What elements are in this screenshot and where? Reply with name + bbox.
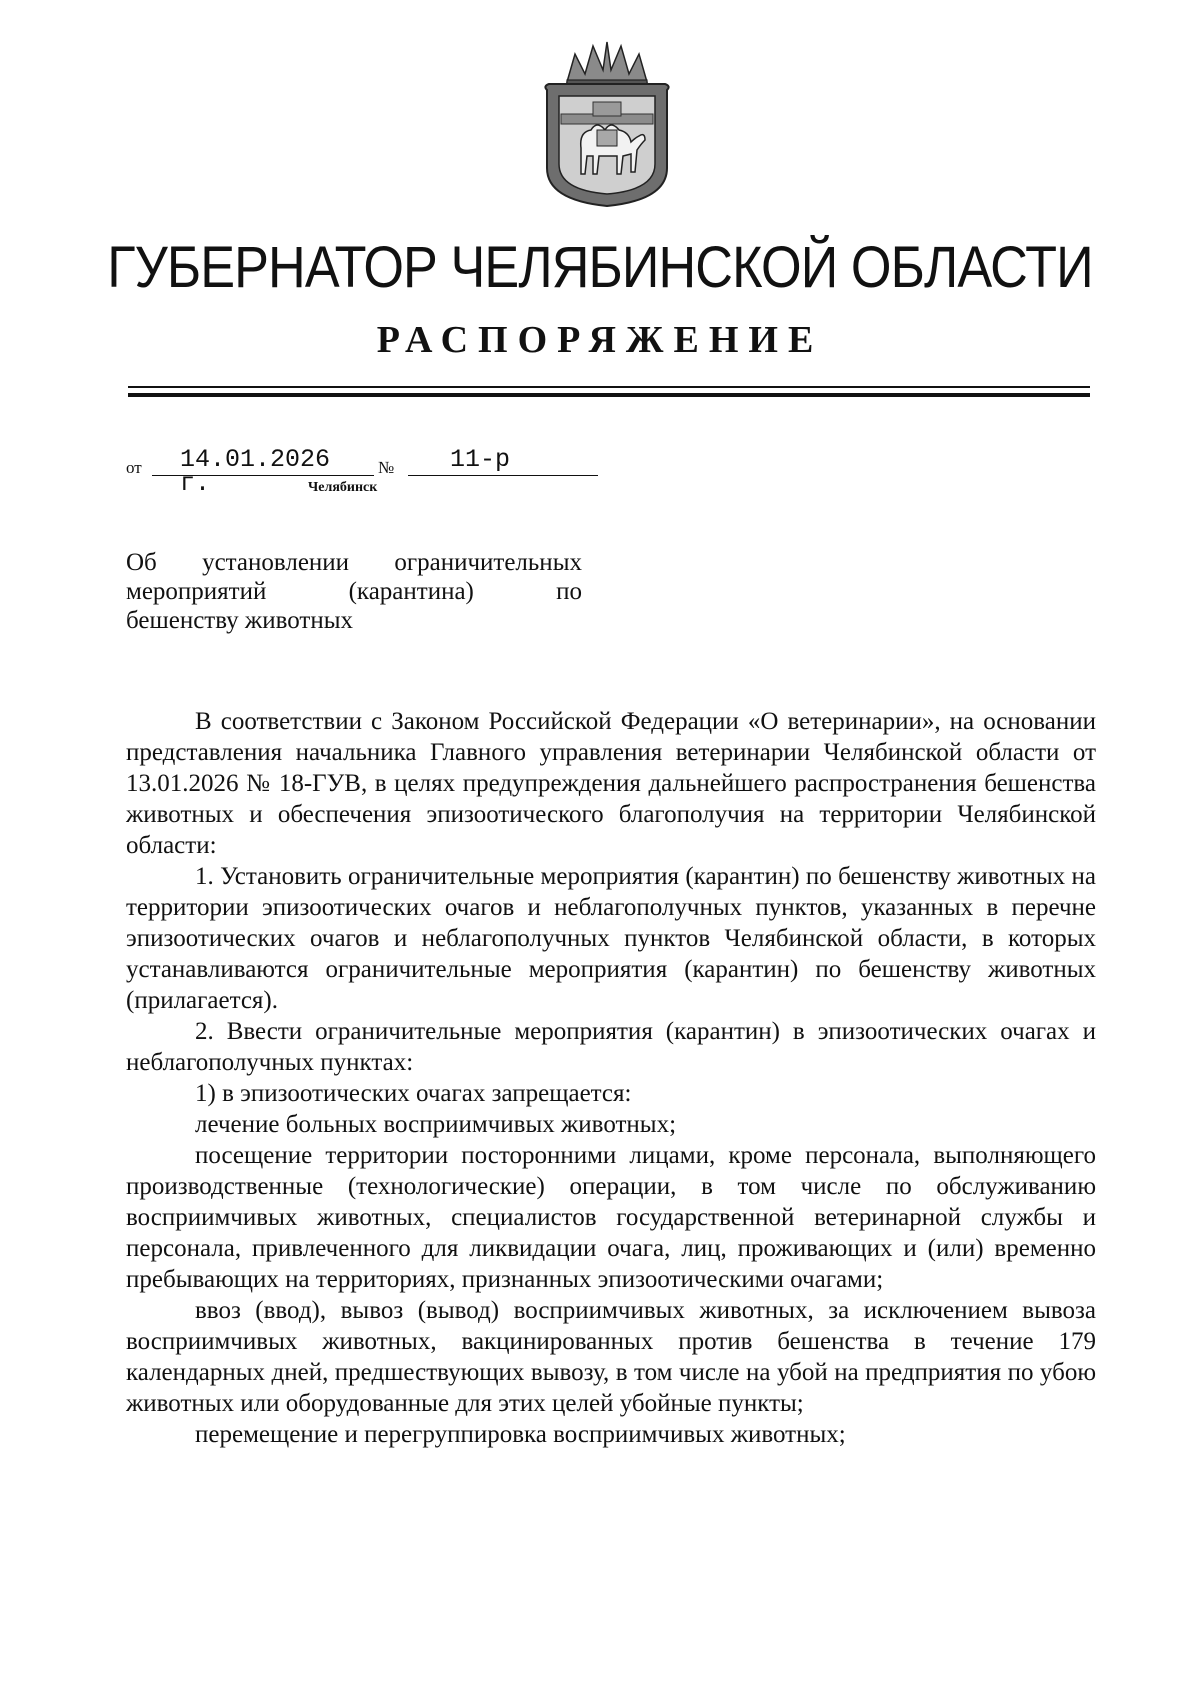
body-paragraph: ввоз (ввод), вывоз (вывод) восприимчивых животных, за исключением вывоза восприимчивых животных, вакцинированных против бешенства в течение 179 календарных дней, предшествующих вывозу, в том числе на убой на предприятия по убою животных или оборудованные для этих целей убойные пункты; (126, 1297, 1096, 1417)
header-rule-thick (128, 393, 1090, 397)
subject-line: бешенству животных (126, 607, 353, 634)
document-number: 11-р (408, 448, 598, 476)
issuing-authority: ГУБЕРНАТОР ЧЕЛЯБИНСКОЙ ОБЛАСТИ (107, 235, 1093, 300)
body-paragraph: 2. Ввести ограничительные мероприятия (карантин) в эпизоотических очагах и неблагополучных пунктах: (126, 1018, 1096, 1076)
document-date: 14.01.2026 г. (152, 448, 374, 476)
coat-of-arms-emblem (537, 40, 677, 210)
body-paragraph: перемещение и перегруппировка восприимчивых животных; (195, 1421, 846, 1448)
document-type: РАСПОРЯЖЕНИЕ (376, 319, 824, 361)
body-paragraph: В соответствии с Законом Российской Федерации «О ветеринарии», на основании представления начальника Главного управления ветеринарии Челябинской области от 13.01.2026 № 18-ГУВ, в целях предупреждения дальнейшего распространения бешенства животных и обеспечения эпизоотического благополучия на территории Челябинской области: (126, 708, 1096, 859)
body-paragraph: 1) в эпизоотических очагах запрещается: (195, 1080, 632, 1107)
body-paragraph: лечение больных восприимчивых животных; (195, 1111, 677, 1138)
body-paragraph: посещение территории посторонними лицами, кроме персонала, выполняющего производственные (технологические) операции, в том числе по обслуживанию восприимчивых животных, специалистов государственной ветеринарной службы и персонала, привлеченного для ликвидации очага, лиц, проживающих и (или) временно пребывающих на территориях, признанных эпизоотическими очагами; (126, 1142, 1096, 1293)
document-body (126, 706, 1096, 1450)
date-prefix: от (126, 458, 142, 477)
subject-line: Об установлении ограничительных (126, 549, 582, 576)
number-label: № (378, 458, 395, 477)
document-subject (126, 548, 582, 635)
header-rule-thin (128, 386, 1090, 388)
body-paragraph: 1. Установить ограничительные мероприятия (карантин) по бешенству животных на территории эпизоотических очагов и неблагополучных пунктов, указанных в перечне эпизоотических очагов и неблагополучных пунктов Челябинской области, в которых устанавливаются ограничительные мероприятия (карантин) по бешенству животных (прилагается). (126, 863, 1096, 1014)
subject-line: мероприятий (карантина) по (126, 578, 582, 605)
issue-city: Челябинск (308, 480, 378, 495)
